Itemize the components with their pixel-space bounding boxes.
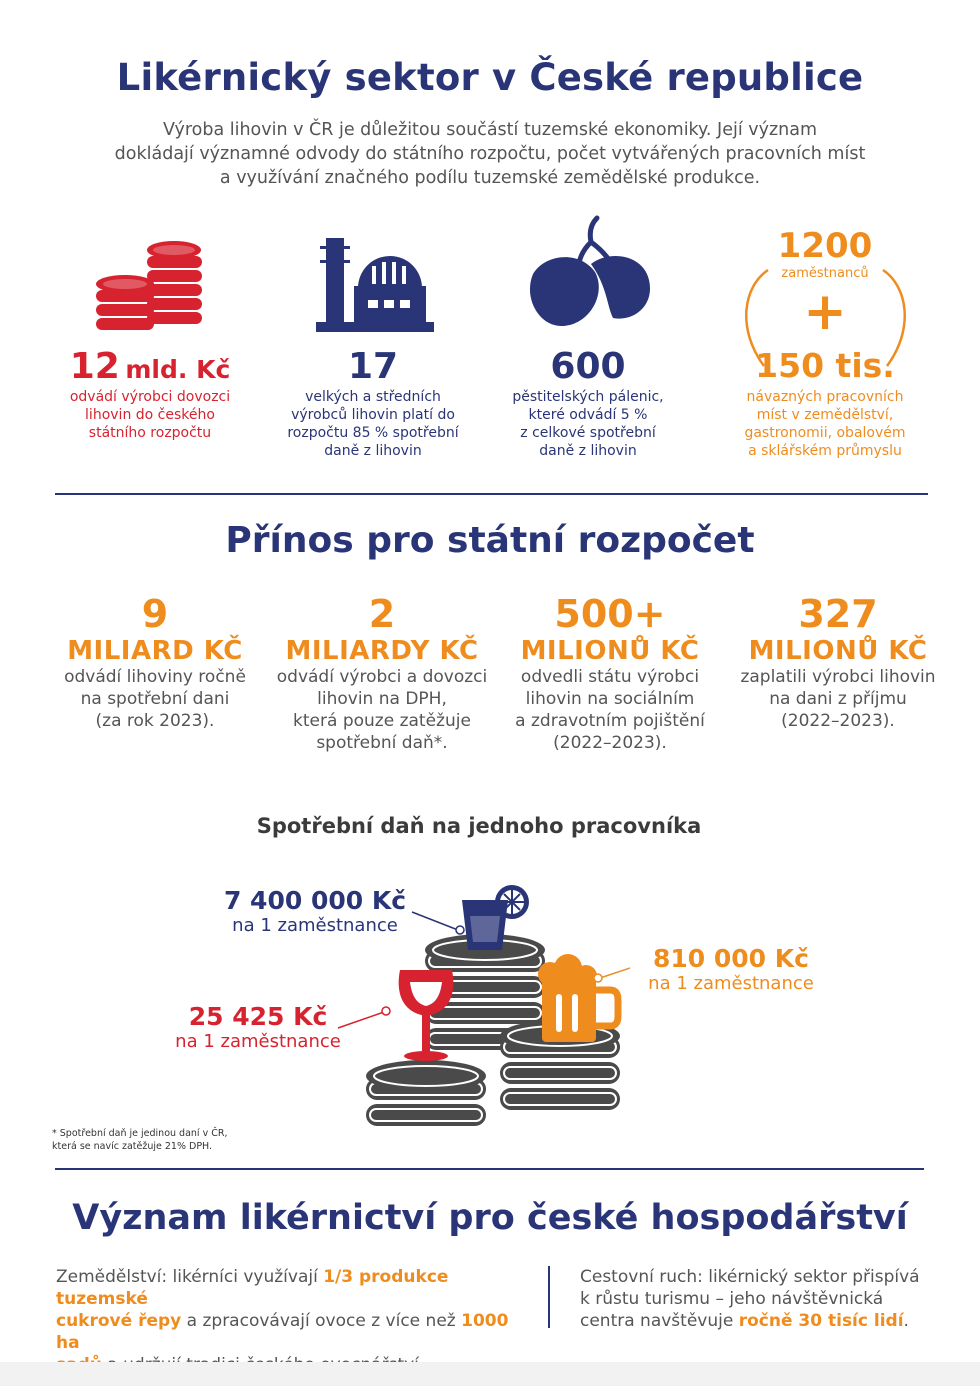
agriculture-text <box>56 1266 536 1376</box>
desc-line: které odvádí 5 % <box>528 407 648 423</box>
intro-line: Výroba lihovin v ČR je důležitou součástí tuzemské ekonomiky. Její význam <box>162 120 818 140</box>
footnote <box>52 1127 227 1153</box>
stat-tax-unit: mld. Kč <box>125 355 231 384</box>
leader-line-beer <box>600 962 630 978</box>
text-span: a zpracovávají ovoce z více než <box>181 1311 462 1331</box>
page-bottom-band <box>0 1362 980 1386</box>
desc-line: z celkové spotřební <box>520 425 656 441</box>
plus-sign: + <box>803 282 847 342</box>
desc-line: státního rozpočtu <box>88 425 212 441</box>
desc-line: (2022–2023). <box>553 733 667 753</box>
stat-employees-value: 1200 <box>777 226 873 266</box>
desc-line: odvádí lihoviny ročně <box>64 667 246 687</box>
budget-item <box>498 592 722 754</box>
desc-line: zaplatili výrobci lihovin <box>740 667 936 687</box>
desc-line: na dani z příjmu <box>769 689 907 709</box>
text-span: centra navštěvuje <box>580 1311 739 1331</box>
highlight-span: 1000 ha <box>56 1311 509 1353</box>
budget-item <box>268 592 496 754</box>
budget-desc <box>45 666 265 732</box>
budget-desc <box>498 666 722 754</box>
spirits-excise-label: na 1 zaměstnance <box>232 915 398 936</box>
beer-excise <box>636 944 826 994</box>
desc-line: daně z lihovin <box>539 443 637 459</box>
spirits-excise-value: 7 400 000 Kč <box>223 886 407 915</box>
stat-distilleries-value: 600 <box>550 346 626 387</box>
column-divider <box>548 1266 550 1328</box>
desc-line: a zdravotním pojištění <box>515 711 705 731</box>
desc-line: velkých a středních <box>305 389 441 405</box>
highlight-span: cukrové řepy <box>56 1311 182 1331</box>
desc-line: rozpočtu 85 % spotřební <box>287 425 459 441</box>
beer-excise-value: 810 000 Kč <box>653 944 809 973</box>
plum-icon <box>525 214 653 340</box>
desc-line: odvádí výrobci a dovozci <box>276 667 488 687</box>
wine-excise-value: 25 425 Kč <box>188 1002 328 1031</box>
footnote-line: která se navíc zatěžuje 21% DPH. <box>52 1141 213 1152</box>
wine-excise <box>160 1002 356 1052</box>
desc-line: (za rok 2023). <box>95 711 215 731</box>
desc-line: lihovin do českého <box>85 407 215 423</box>
budget-value: 2 <box>368 592 396 636</box>
budget-unit: MILIARDY KČ <box>285 636 479 666</box>
wine-excise-label: na 1 zaměstnance <box>175 1031 341 1052</box>
page-title: Likérnický sektor v České republice <box>116 56 864 99</box>
section-divider <box>55 493 928 495</box>
footnote-line: * Spotřební daň je jedinou daní v ČR, <box>52 1128 228 1139</box>
budget-value: 500+ <box>554 592 666 636</box>
desc-line: odvedli státu výrobci <box>520 667 700 687</box>
beer-excise-label: na 1 zaměstnance <box>648 973 814 994</box>
spirits-excise <box>210 886 420 936</box>
budget-desc <box>726 666 950 732</box>
stat-jobs-desc <box>715 388 935 460</box>
desc-line: spotřební daň*. <box>316 733 448 753</box>
budget-unit: MILIONŮ KČ <box>748 636 928 666</box>
desc-line: na spotřební dani <box>80 689 230 709</box>
desc-line: výrobců lihovin platí do <box>291 407 455 423</box>
budget-unit: MILIONŮ KČ <box>520 636 700 666</box>
intro-line: dokládají významné odvody do státního rozpočtu, počet vytvářených pracovních míst <box>114 144 866 164</box>
intro-line: a využívání značného podílu tuzemské zemědělské produkce. <box>219 168 761 188</box>
excise-title: Spotřební daň na jednoho pracovníka <box>256 814 702 838</box>
text-span: k růstu turismu – jeho návštěvnická <box>580 1289 884 1309</box>
highlight-span: ročně 30 tisíc lidí <box>738 1311 904 1331</box>
stat-employees-label: zaměstnanců <box>781 266 869 281</box>
desc-line: (2022–2023). <box>781 711 895 731</box>
desc-line: která pouze zatěžuje <box>293 711 471 731</box>
desc-line: lihovin na DPH, <box>317 689 447 709</box>
intro-text <box>80 118 900 190</box>
desc-line: gastronomii, obalovém <box>744 425 906 441</box>
desc-line: míst v zemědělství, <box>756 407 894 423</box>
beer-mug-icon <box>538 954 618 1042</box>
budget-item <box>45 592 265 732</box>
section-divider <box>55 1168 924 1170</box>
desc-line: pěstitelských pálenic, <box>512 389 664 405</box>
text-span: Zemědělství: likérníci využívají <box>56 1267 324 1287</box>
budget-item <box>726 592 950 732</box>
budget-value: 9 <box>141 592 169 636</box>
stat-producers-value: 17 <box>347 346 399 387</box>
stat-jobs-value: 150 tis. <box>755 346 895 385</box>
desc-line: daně z lihovin <box>324 443 422 459</box>
desc-line: návazných pracovních <box>746 389 904 405</box>
desc-line: lihovin na sociálním <box>525 689 695 709</box>
factory-icon <box>316 236 434 332</box>
stat-distilleries-desc <box>478 388 698 460</box>
coin-stack-left <box>366 1060 486 1126</box>
highlight-span: 1/3 produkce tuzemské <box>56 1267 449 1309</box>
tourism-text <box>580 1266 960 1332</box>
budget-title: Přínos pro státní rozpočet <box>225 520 755 561</box>
budget-unit: MILIARD KČ <box>67 636 243 666</box>
text-span: Cestovní ruch: likérnický sektor přispívá <box>580 1267 920 1287</box>
coins-icon <box>92 236 207 341</box>
stat-tax-value <box>50 346 250 387</box>
text-span: . <box>903 1311 909 1331</box>
stat-tax-desc <box>40 388 260 442</box>
desc-line: odvádí výrobci dovozci <box>69 389 231 405</box>
desc-line: a sklářském průmyslu <box>748 443 902 459</box>
budget-desc <box>268 666 496 754</box>
economy-title: Význam likérnictví pro české hospodářství <box>72 1198 908 1238</box>
stat-producers-desc <box>263 388 483 460</box>
budget-value: 327 <box>798 592 878 636</box>
stat-tax-number: 12 <box>69 346 120 387</box>
